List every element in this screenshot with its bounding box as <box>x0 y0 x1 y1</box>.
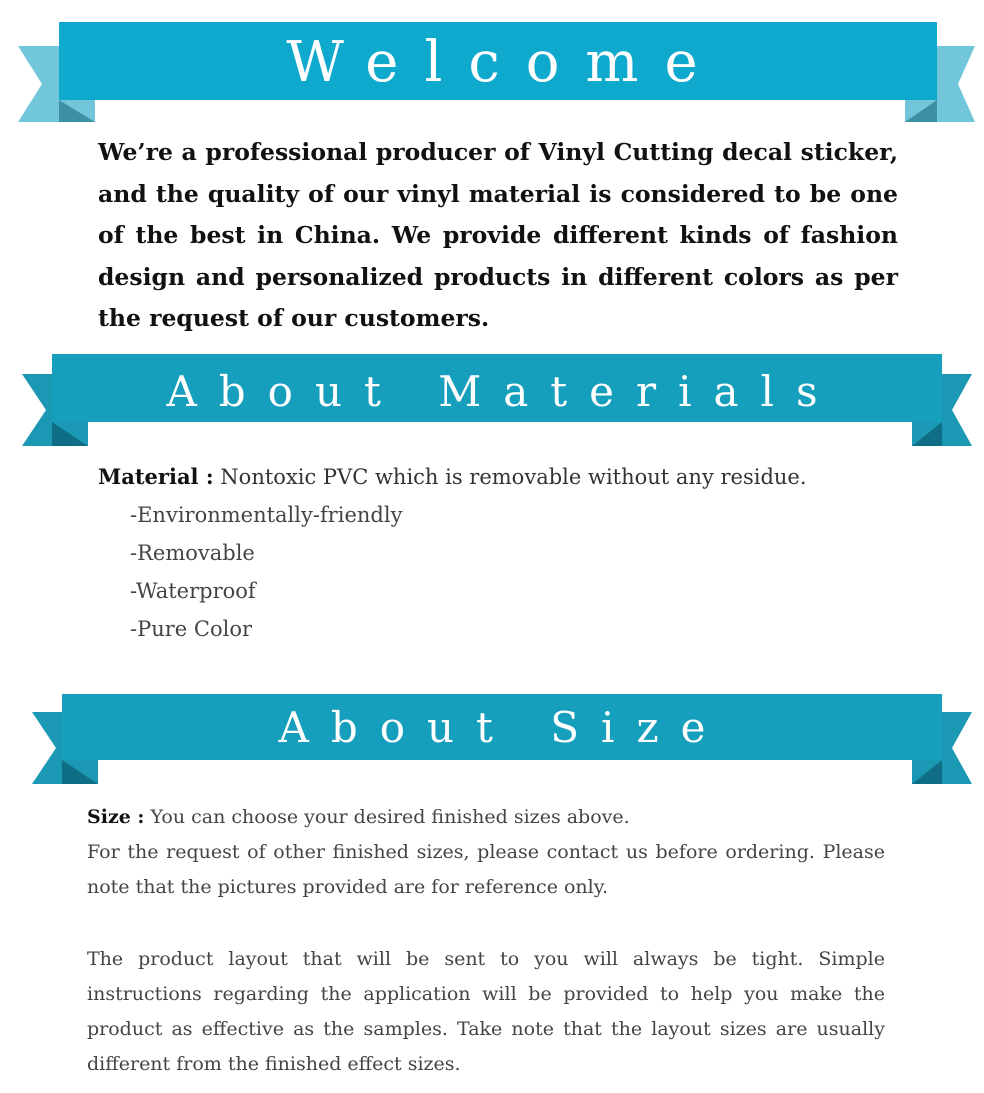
size-line-1 <box>87 800 885 835</box>
materials-section <box>98 458 898 648</box>
welcome-title: Welcome <box>286 30 724 95</box>
paragraph-spacer <box>87 905 885 942</box>
welcome-text: We’re a professional producer of Vinyl Cutting decal sticker, and the quality of our vinyl material is considered to be one of the best in China. We provide different kinds of fashion design and personalized products in different colors as per the request of our customers. <box>98 138 898 332</box>
size-paragraph-2: The product layout that will be sent to you will always be tight. Simple instructions regarding the application will be provided to help you make the product as effective as the samples. Take note that the layout sizes are usually different from the finished effect sizes. <box>87 948 885 1075</box>
list-item: -Removable <box>130 541 255 565</box>
size-section <box>87 800 885 1082</box>
material-description <box>98 458 898 496</box>
material-text: Nontoxic PVC which is removable without any residue. <box>220 465 807 489</box>
size-label: Size : <box>87 806 145 828</box>
list-item: -Waterproof <box>130 579 256 603</box>
size-title: About Size <box>278 703 728 752</box>
materials-title: About Materials <box>166 367 840 416</box>
size-ribbon <box>0 692 984 788</box>
size-line-2: For the request of other finished sizes, please contact us before ordering. Please note that the pictures provided are for reference only. <box>87 841 885 898</box>
welcome-ribbon <box>0 16 984 128</box>
list-item: -Pure Color <box>130 617 253 641</box>
size-line-1-text: You can choose your desired finished sizes above. <box>150 806 630 828</box>
material-feature-list <box>98 496 898 648</box>
materials-ribbon <box>0 352 984 448</box>
list-item: -Environmentally-friendly <box>130 503 403 527</box>
material-label: Material : <box>98 464 214 489</box>
